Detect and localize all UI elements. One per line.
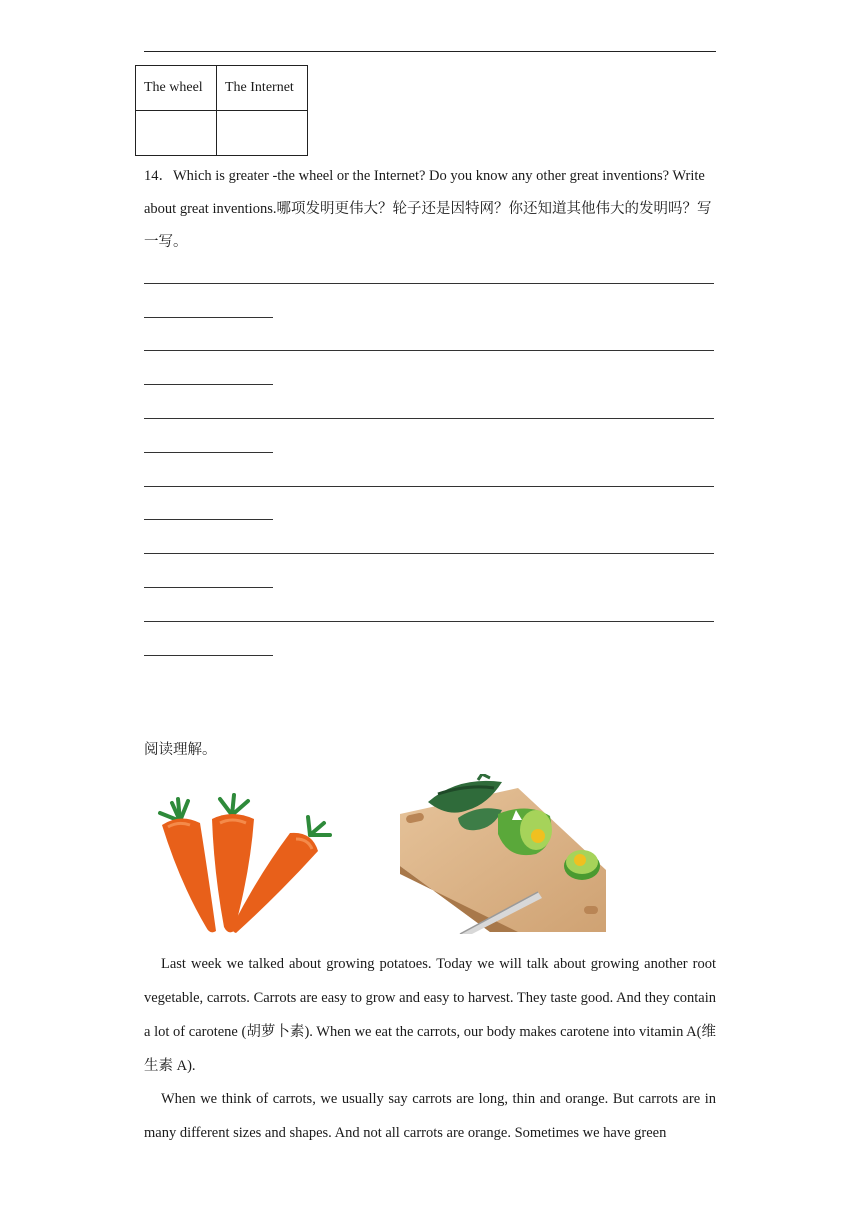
top-rule <box>144 51 716 52</box>
question-text-en: Which is greater -the wheel or the Internet? Do you know any other great inventions? Write about great inventions. <box>144 168 705 217</box>
table-row <box>136 66 308 111</box>
answer-line[interactable] <box>144 486 714 487</box>
question-number: 14． <box>144 168 173 184</box>
section-title: 阅读理解。 <box>144 742 217 758</box>
answer-line[interactable] <box>144 418 714 419</box>
answer-line[interactable] <box>144 283 714 284</box>
table-header-wheel: The wheel <box>136 66 217 111</box>
inventions-table <box>135 65 308 156</box>
answer-line[interactable] <box>144 384 273 385</box>
table-header-internet: The Internet <box>217 66 308 111</box>
answer-line[interactable] <box>144 587 273 588</box>
table-cell-wheel-answer[interactable] <box>136 111 217 156</box>
cutting-board-vegetables-illustration <box>398 774 608 934</box>
answer-line[interactable] <box>144 621 714 622</box>
answer-line[interactable] <box>144 452 273 453</box>
answer-line[interactable] <box>144 350 714 351</box>
answer-line[interactable] <box>144 655 273 656</box>
answer-line[interactable] <box>144 553 714 554</box>
table-cell-internet-answer[interactable] <box>217 111 308 156</box>
answer-line[interactable] <box>144 519 273 520</box>
passage-paragraph-1: Last week we talked about growing potatoes. Today we will talk about growing another root vegetable, carrots. Carrots are easy to grow and easy to harvest. They taste good. And they contain a lot of carotene (胡萝卜素). When we eat the carrots, our body makes carotene into vitamin A(维生素 A). <box>144 956 716 1074</box>
question-text-cn: 哪项发明更伟大？轮子还是因特网？你还知道其他伟大的发明吗？写一写。 <box>144 201 712 250</box>
carrots-illustration <box>150 793 338 935</box>
question-14 <box>144 160 724 259</box>
table-row <box>136 111 308 156</box>
passage-paragraph-2: When we think of carrots, we usually say carrots are long, thin and orange. But carrots are in many different sizes and shapes. And not all carrots are orange. Sometimes we have green <box>144 1091 716 1141</box>
answer-line[interactable] <box>144 317 273 318</box>
